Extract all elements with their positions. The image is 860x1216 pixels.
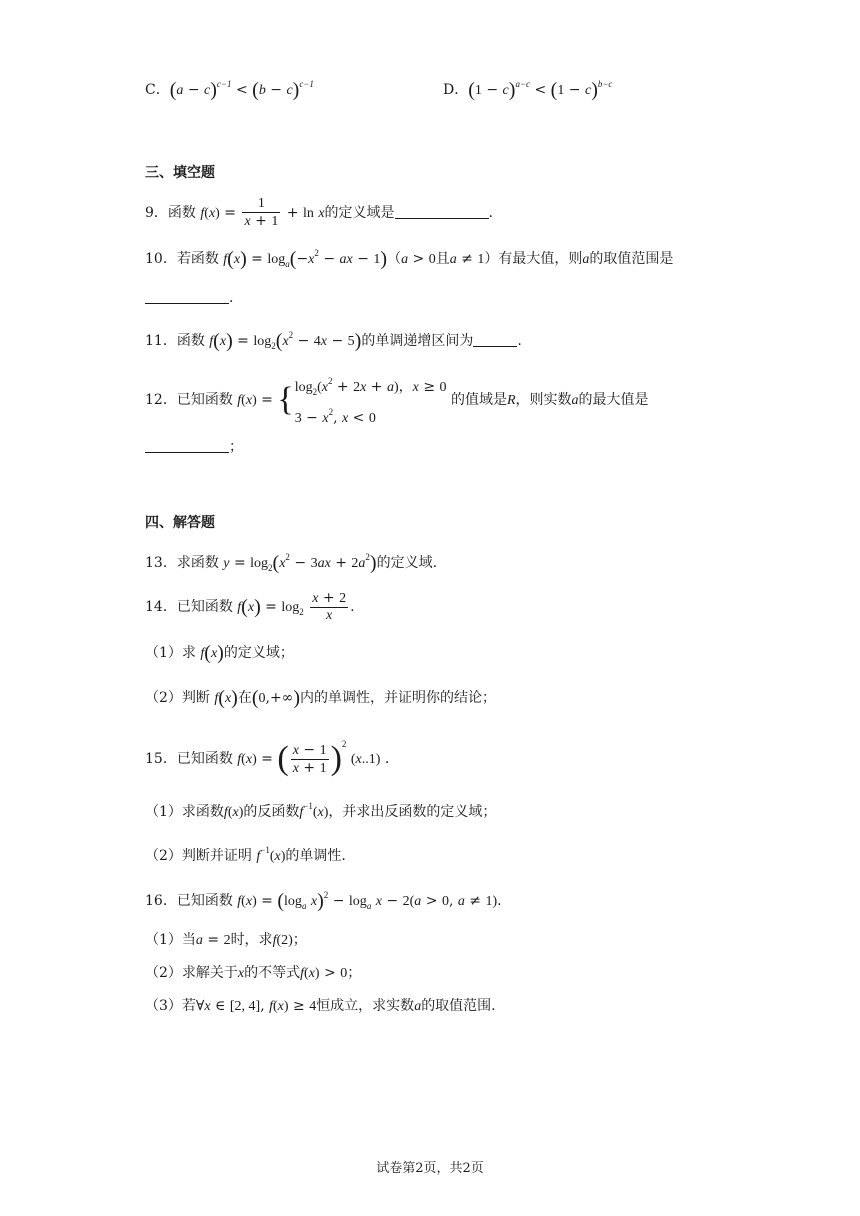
section-title-solutions: 四、解答题 — [145, 515, 215, 531]
question-12: 12．已知函数 f(x) = { $\log_2(x^2 + 2x + a)$，x ≥ 0 $3 - x^2$, x < 0 的值域是R，则实数a的最大值是 — [145, 376, 649, 426]
question-text: 的取值范围. — [421, 998, 496, 1014]
question-text: （2）判断并证明 — [145, 848, 252, 864]
question-text: 的不等式 — [244, 965, 301, 981]
question-text: 的单调递增区间为 — [361, 333, 474, 349]
question-10: 10．若函数 $f(x) = \log_a(-x^2$ − ax − 1)（a > 0且a ≠ 1）有最大值，则a的取值范围是 — [145, 248, 674, 270]
section-title-fill-in: 三、填空题 — [145, 165, 215, 181]
question-15-part-1: （1）求函数f(x)的反函数$f^{-1}(x)$，并求出反函数的定义域； — [145, 801, 497, 820]
question-16-part-3: （3）若∀x ∈ [2, 4], f(x) ≥ 4恒成立，求实数a的取值范围. — [145, 998, 496, 1014]
question-text: 已知函数 — [176, 392, 233, 408]
question-9: 9．函数 f(x) = $\frac{1}{x + 1}$ + ln x的定义域是 . — [145, 196, 493, 229]
question-number: 15． — [145, 751, 177, 767]
question-14-part-2: （2）判断 f(x)在(0,+∞)内的单调性，并证明你的结论； — [145, 687, 497, 709]
answer-blank — [145, 440, 229, 453]
question-13: 13．求函数 $y = \log_2(x^2 - 3ax + 2a^2)$的定义域. — [145, 552, 438, 574]
question-number: 14． — [145, 599, 177, 615]
question-text: 求函数 — [176, 555, 219, 571]
question-14-part-1: （1）求 f(x)的定义域； — [145, 642, 294, 664]
question-15: 15．已知函数 f(x) = ( $\frac{x - 1}{x + 1}$ )$^2$ (x..1) . — [145, 739, 390, 777]
question-10-blank-line: . — [145, 291, 233, 305]
question-text: 的值域是 — [450, 392, 507, 408]
question-number: 9． — [145, 205, 168, 221]
question-text: 恒成立，求实数 — [316, 998, 415, 1014]
question-15-part-2: （2）判断并证明 $f^{-1}(x)$的单调性. — [145, 845, 346, 864]
question-text: （3）若 — [145, 998, 196, 1014]
question-number: 12． — [145, 392, 177, 408]
question-11: 11．函数 $f(x) = \log_2(x^2 - 4x - 5)$的单调递增区间为 . — [145, 330, 522, 352]
answer-blank — [395, 206, 489, 219]
question-16: 16．已知函数 $f(x) = (\log_a$ $x)^2 - \log_a x - 2(a > 0$, a ≠ 1). — [145, 890, 502, 912]
question-text: ，并求出反函数的定义域； — [328, 804, 497, 820]
question-text: 的定义域. — [376, 555, 438, 571]
answer-blank — [473, 334, 517, 347]
question-14: 14．已知函数 $f(x) = \log_2$ $\frac{x + 2}{x}$ . — [145, 590, 355, 623]
question-text: （1）求函数 — [145, 804, 224, 820]
question-text: 有最大值，则 — [498, 251, 583, 267]
question-number: 10． — [145, 251, 177, 267]
question-text: 的定义域是 — [324, 205, 395, 221]
question-16-part-2: （2）求解关于x的不等式f(x) > 0； — [145, 965, 362, 981]
question-text: 的单调性. — [285, 848, 346, 864]
question-text: 的取值范围是 — [589, 251, 674, 267]
question-text: 已知函数 — [176, 751, 233, 767]
option-d: D．$(1 - c)^{a-c} < (1 - c)^{b-c}$ — [443, 79, 613, 101]
question-number: 13． — [145, 555, 177, 571]
question-text: 函数 — [167, 205, 196, 221]
page-footer: 试卷第2页，共2页 — [376, 1161, 484, 1176]
question-number: 16． — [145, 893, 177, 909]
question-text: 内的单调性，并证明你的结论； — [300, 690, 497, 706]
question-text: 的反函数 — [243, 804, 300, 820]
question-text: （1）求 — [145, 645, 196, 661]
option-d-label: D． — [443, 82, 469, 98]
question-text: 若函数 — [176, 251, 219, 267]
question-text: （2）判断 — [145, 690, 210, 706]
option-c-label: C． — [145, 82, 170, 98]
question-text: ，则实数 — [515, 392, 572, 408]
option-c: C．$(a - c)^{c-1} < (b - c)^{c-1}$ — [145, 79, 314, 101]
question-text: 时，求 — [230, 932, 273, 948]
question-number: 11． — [145, 333, 177, 349]
question-text: 的定义域； — [223, 645, 294, 661]
question-text: 函数 — [176, 333, 205, 349]
question-text: 的最大值是 — [578, 392, 649, 408]
question-16-part-1: （1）当a = 2时，求f(2)； — [145, 932, 307, 948]
question-text: 已知函数 — [176, 893, 233, 909]
question-text: （2）求解关于 — [145, 965, 238, 981]
question-12-blank-line: ； — [145, 440, 243, 454]
answer-blank — [145, 291, 229, 304]
question-text: （1）当 — [145, 932, 196, 948]
question-text: 已知函数 — [176, 599, 233, 615]
